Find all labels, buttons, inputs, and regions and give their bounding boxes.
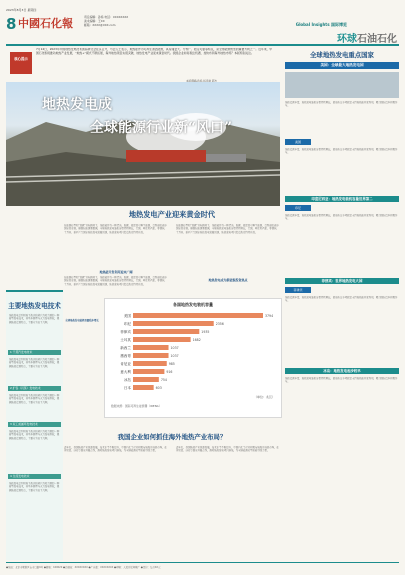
value-label: 985 [168,362,175,366]
iceland-section: 冰岛：地热发电起步较早 [285,368,399,374]
bar [133,329,199,334]
category-label: 意大利 [120,370,131,374]
main-body-2: 在能源转型和“双碳”目标推动下，地热能作为一种清洁、低碳、稳定的可再生能源，受到越来越多国家的重视。据国际能源署数据，全球地热发电装机容量持续增长，美国、印度尼西亚、菲律宾、土耳其、新西兰等国家地热发电发展迅速，地热发电项目投资热度持续升温。 [176,224,279,234]
intro-text: 7月14日，2023年中国地热发电技术国际研讨会在京召开，与会人士表示，地热能作为可再生清洁能源，具有储量大、分布广、稳定可靠等特点，是全球能源转型的重要方向之一。近年来，中国石化积极推动地热产业发展，“地热+”模式不断拓展，海外地热项目实现突破，地热发电产业迎来黄金时代。我国企业如何抓住机遇，加快布局海外地热市场？本版特别关注。 [36,48,273,55]
usa-text: 地热资源丰富，地热发电装机容量持续增长，政府出台多项政策支持地热能开发利用，吸引国际资本积极参与。 [285,101,398,108]
bar-chart-svg [105,308,281,412]
bar [133,321,214,326]
sidebar-text-3: 地热发电是利用地下热水和蒸汽为动力源的一种新型发电技术，其基本原理与火力发电类似，根据地热资源特点，主要分为以下几种。 [9,430,60,440]
category-label: 土耳其 [120,338,131,342]
sidebar-pill-3: 3 双工质循环发电技术 [8,422,61,427]
category-label: 新西兰 [120,346,131,350]
sidebar-pill-1: 1 干蒸汽发电技术 [8,350,61,355]
section-tag: Global Insights 国际博览 [295,22,347,27]
sidebar-text-1: 地热发电是利用地下热水和蒸汽为动力源的一种新型发电技术，其基本原理与火力发电类似，根据地热资源特点，主要分为以下几种。 [9,358,60,368]
value-label: 603 [155,386,162,390]
bottom-text-1: 近年来，我国地热产业快速发展，技术水平不断提升，中国石化等企业积极布局海外地热市场，在肯尼亚、冰岛等国家开展合作，推动地热发电项目落地，为全球能源转型贡献中国力量。 [64,446,167,453]
tech-sidebar [6,290,63,560]
sidebar-intro: 地热发电是利用地下热水和蒸汽为动力源的一种新型发电技术，其基本原理与火力发电类似，根据地热资源特点，主要分为以下几种。 [9,314,60,324]
value-label: 3794 [265,314,274,318]
page-footer: ●地址：北京市朝阳区吉市口路9号 ●邮编：100020 ●总编室：XXXXXXXX ●广告部：XXXXXXXX ●印刷：人民日报印刷厂 ●定价：每月XX元 [6,562,399,572]
issue-date: 2023年8月3日 星期四 [6,8,37,12]
intro-tag: 核心提示 [10,52,32,74]
main-body-3: 在能源转型和“双碳”目标推动下，地热能作为一种清洁、低碳、稳定的可再生能源，受到越来越多国家的重视。据国际能源署数据，全球地热发电装机容量持续增长，美国、印度尼西亚、菲律宾、土耳其、新西兰等国家地热发电发展迅速，地热发电项目投资热度持续升温。 [64,276,167,286]
subhead-1: 地热能开发利用迎来广阔 [99,270,133,274]
sidebar-text-4: 地热发电是利用地下热水和蒸汽为动力源的一种新型发电技术，其基本原理与火力发电类似，根据地热资源特点，主要分为以下几种。 [9,482,60,492]
value-label: 2356 [215,322,224,326]
category-label: 肯尼亚 [120,362,131,366]
page-header [6,6,399,46]
source-label: 数据来源：国际可再生能源署（IRENA） [111,404,162,408]
country-tag-philippines: 菲律宾 [285,287,311,293]
value-label: 916 [166,370,173,374]
main-section-title: 地热发电产业迎来黄金时代 [128,210,216,219]
indonesia-text: 地热资源丰富，地热发电装机容量持续增长，政府出台多项政策支持地热能开发利用，吸引国际资本积极参与。 [285,214,398,221]
sidebar-pill-4: 4 全流发电技术 [8,474,61,479]
capacity-chart [104,298,282,418]
usa-strip: 美国：全球最大地热发电国 [285,62,399,69]
unit-label: （单位：兆瓦） [253,395,275,399]
section-title: 环球石油石化 [337,34,397,45]
right-column [285,50,399,447]
category-label: 墨西哥 [120,354,131,358]
bar [133,345,169,350]
editor-info: 责任编辑：孙杨 电话：XXXXXXXX 美术编辑：王XX 邮箱：XXXX@XXX.com [84,15,129,27]
chart-title: 各国地热发电装机容量 [173,302,213,307]
main-body-1: 在能源转型和“双碳”目标推动下，地热能作为一种清洁、低碳、稳定的可再生能源，受到越来越多国家的重视。据国际能源署数据，全球地热发电装机容量持续增长，美国、印度尼西亚、菲律宾、土耳其、新西兰等国家地热发电发展迅速，地热发电项目投资热度持续升温。 [64,224,167,234]
sidebar-title: 主要地热发电技术 [8,302,61,310]
category-label: 冰岛 [123,378,131,382]
bar [133,313,263,318]
bar [133,361,167,366]
bar [133,337,191,342]
indonesia-section: 印度尼西亚：地热发电装机容量世界第二 [285,196,399,202]
sidebar-pill-2: 2 扩容（闪蒸）发电技术 [8,386,61,391]
value-label: 1935 [201,330,210,334]
sidebar-text-2: 地热发电是利用地下热水和蒸汽为动力源的一种新型发电技术，其基本原理与火力发电类似，根据地热资源特点，主要分为以下几种。 [9,394,60,404]
page-number: 8 [6,15,17,33]
bar [133,369,164,374]
bottom-text-2: 近年来，我国地热产业快速发展，技术水平不断提升，中国石化等企业积极布局海外地热市场，在肯尼亚、冰岛等国家开展合作，推动地热发电项目落地，为全球能源转型贡献中国力量。 [176,446,279,453]
subhead-3: 地热发电成为新能源投资热点 [208,278,248,282]
bar [133,385,154,390]
value-label: 1682 [192,338,201,342]
bar [133,353,169,358]
iceland-text: 地热资源丰富，地热发电装机容量持续增长，政府出台多项政策支持地热能开发利用，吸引国际资本积极参与。 [285,377,398,384]
plant-photo [285,72,399,98]
value-label: 1037 [170,354,179,358]
country-tag-usa: 美国 [285,139,311,145]
philippines-text: 地热资源丰富，地热发电装机容量持续增长，政府出台多项政策支持地热能开发利用，吸引国际资本积极参与。 [285,296,398,303]
bottom-title: 我国企业如何抓住海外地热产业布局？ [117,433,227,441]
bar [133,377,159,382]
category-label: 日本 [123,386,131,390]
newspaper-name: 中國石化報 [18,17,73,30]
subhead-2: 全球地热发电装机容量稳步增长 [65,319,99,322]
right-column-title: 全球地热发电重点国家 [310,51,374,59]
hero-title-line2: 全球能源行业新“风口” [90,120,233,136]
philippines-section: 菲律宾：世界地热发电大国 [285,278,399,284]
value-label: 754 [160,378,167,382]
country-text: 地热资源丰富，地热发电装机容量持续增长，政府出台多项政策支持地热能开发利用，吸引国际资本积极参与。 [285,148,398,155]
value-label: 1037 [170,346,179,350]
category-label: 印尼 [123,322,131,326]
category-label: 菲律宾 [120,330,131,334]
hero-title-line1: 地热发电成 [42,97,112,113]
country-tag-indonesia: 印尼 [285,205,311,211]
category-label: 美国 [123,314,131,318]
